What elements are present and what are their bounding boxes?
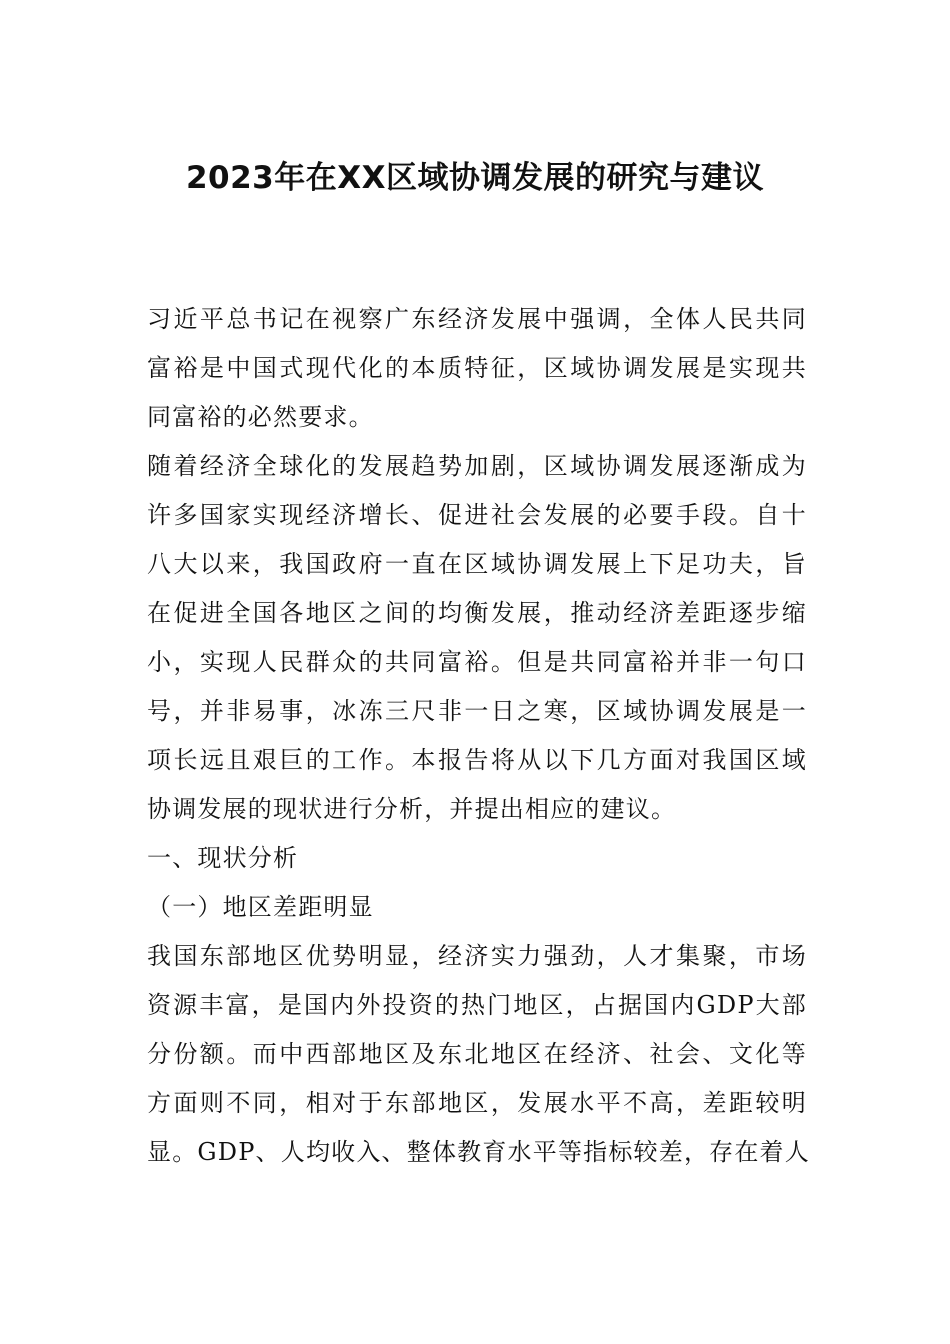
text-line: 八大以来，我国政府一直在区域协调发展上下足功夫，旨 [147, 550, 807, 578]
document-body [147, 295, 810, 1177]
text-line: 号，并非易事，冰冻三尺非一日之寒，区域协调发展是一 [147, 697, 807, 725]
text-line: 许多国家实现经济增长、促进社会发展的必要手段。自十 [147, 501, 807, 529]
text-line: 显。GDP、人均收入、整体教育水平等指标较差，存在着人 [147, 1138, 810, 1166]
text-line: 协调发展的现状进行分析，并提出相应的建议。 [147, 795, 677, 823]
section-heading: 一、现状分析 [147, 844, 299, 872]
text-line: 在促进全国各地区之间的均衡发展，推动经济差距逐步缩 [147, 599, 807, 627]
text-line: 分份额。而中西部地区及东北地区在经济、社会、文化等 [147, 1040, 807, 1068]
text-line: 方面则不同，相对于东部地区，发展水平不高，差距较明 [147, 1089, 807, 1117]
document-title: 2023年在XX区域协调发展的研究与建议 [185, 160, 765, 196]
text-line: 同富裕的必然要求。 [147, 403, 374, 431]
text-line: 我国东部地区优势明显，经济实力强劲，人才集聚，市场 [147, 942, 807, 970]
subsection-heading: （一）地区差距明显 [147, 893, 374, 921]
text-line: 资源丰富，是国内外投资的热门地区，占据国内GDP大部 [147, 991, 807, 1019]
text-line: 富裕是中国式现代化的本质特征，区域协调发展是实现共 [147, 354, 807, 382]
text-line: 习近平总书记在视察广东经济发展中强调，全体人民共同 [147, 305, 807, 333]
text-line: 小，实现人民群众的共同富裕。但是共同富裕并非一句口 [147, 648, 807, 676]
text-line: 项长远且艰巨的工作。本报告将从以下几方面对我国区域 [147, 746, 807, 774]
text-line: 随着经济全球化的发展趋势加剧，区域协调发展逐渐成为 [147, 452, 807, 480]
